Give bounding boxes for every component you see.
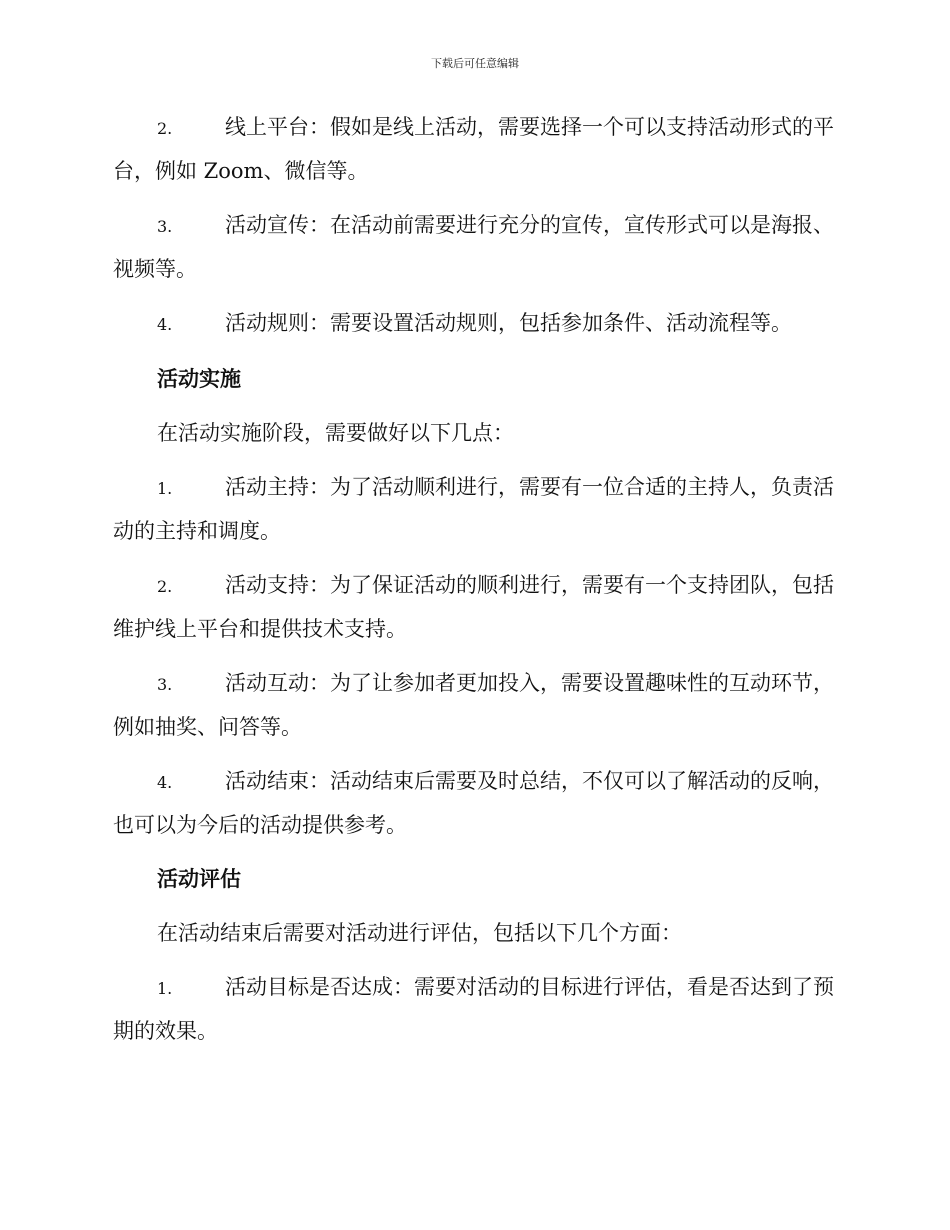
section-heading: 活动实施 — [157, 367, 241, 391]
list-number: 2. — [157, 577, 173, 596]
paragraph: 在活动实施阶段，需要做好以下几点： — [157, 421, 514, 445]
list-item — [113, 302, 835, 346]
list-number: 2. — [157, 119, 173, 138]
list-item — [113, 966, 835, 1052]
list-number: 3. — [157, 675, 173, 694]
list-item — [113, 760, 835, 846]
document-body — [113, 106, 835, 1064]
list-text: 活动互动：为了让参加者更加投入，需要设置趣味性的互动环节，例如抽奖、问答等。 — [113, 671, 834, 739]
list-item — [113, 662, 835, 748]
list-item — [113, 564, 835, 650]
list-text: 活动宣传：在活动前需要进行充分的宣传，宣传形式可以是海报、视频等。 — [113, 213, 834, 281]
list-text: 线上平台：假如是线上活动，需要选择一个可以支持活动形式的平台，例如 Zoom、微信等。 — [113, 115, 834, 183]
list-number: 3. — [157, 217, 173, 236]
list-text: 活动支持：为了保证活动的顺利进行，需要有一个支持团队，包括维护线上平台和提供技术支持。 — [113, 573, 834, 641]
list-number: 4. — [157, 315, 173, 334]
paragraph: 在活动结束后需要对活动进行评估，包括以下几个方面： — [157, 921, 682, 945]
list-text: 活动结束：活动结束后需要及时总结，不仅可以了解活动的反响，也可以为今后的活动提供参考。 — [113, 769, 834, 837]
list-text: 活动主持：为了活动顺利进行，需要有一位合适的主持人，负责活动的主持和调度。 — [113, 475, 834, 543]
list-number: 1. — [157, 979, 173, 998]
list-item — [113, 106, 835, 192]
list-item — [113, 204, 835, 290]
section-heading: 活动评估 — [157, 867, 241, 891]
list-text: 活动规则：需要设置活动规则，包括参加条件、活动流程等。 — [225, 311, 792, 335]
list-number: 1. — [157, 479, 173, 498]
list-number: 4. — [157, 773, 173, 792]
list-item — [113, 466, 835, 552]
page-header: 下载后可任意编辑 — [431, 57, 519, 70]
list-text: 活动目标是否达成：需要对活动的目标进行评估，看是否达到了预期的效果。 — [113, 975, 834, 1043]
